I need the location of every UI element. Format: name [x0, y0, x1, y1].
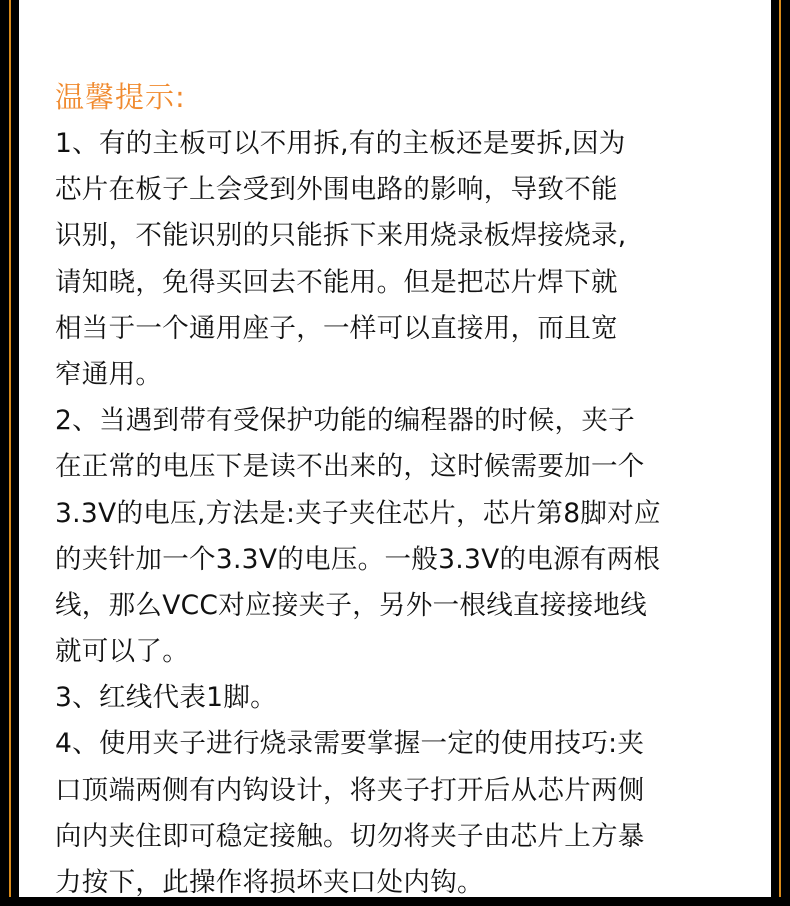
- notice-heading: 温馨提示:: [55, 80, 186, 114]
- notice-line-6: 窄通用。: [55, 358, 163, 390]
- notice-line-10: 的夹针加一个3.3V的电压。一般3.3V的电源有两根: [55, 543, 661, 575]
- notice-line-7: 2、当遇到带有受保护功能的编程器的时候，夹子: [55, 405, 635, 437]
- notice-line-4: 请知晓，免得买回去不能用。但是把芯片焊下就: [55, 266, 618, 298]
- notice-line-15: 口顶端两侧有内钩设计，将夹子打开后从芯片两侧: [55, 774, 645, 806]
- notice-line-2: 芯片在板子上会受到外围电路的影响，导致不能: [55, 174, 618, 206]
- notice-line-16: 向内夹住即可稳定接触。切勿将夹子由芯片上方暴: [55, 820, 645, 852]
- notice-line-13: 3、红线代表1脚。: [55, 682, 277, 714]
- notice-line-5: 相当于一个通用座子，一样可以直接用，而且宽: [55, 312, 618, 344]
- notice-line-11: 线，那么VCC对应接夹子，另外一根线直接接地线: [55, 589, 648, 621]
- notice-panel: [19, 0, 771, 897]
- left-border: [0, 0, 14, 897]
- notice-line-17: 力按下，此操作将损坏夹口处内钩。: [55, 867, 484, 898]
- notice-line-3: 识别，不能识别的只能拆下来用烧录板焊接烧录,: [55, 220, 627, 252]
- notice-line-14: 4、使用夹子进行烧录需要掌握一定的使用技巧:夹: [55, 728, 645, 760]
- notice-line-8: 在正常的电压下是读不出来的，这时候需要加一个: [55, 451, 645, 483]
- right-border: [776, 0, 790, 897]
- notice-content: [55, 75, 760, 906]
- notice-line-12: 就可以了。: [55, 636, 189, 668]
- notice-line-1: 1、有的主板可以不用拆,有的主板还是要拆,因为: [55, 128, 626, 159]
- notice-line-9: 3.3V的电压,方法是:夹子夹住芯片，芯片第8脚对应: [55, 497, 661, 529]
